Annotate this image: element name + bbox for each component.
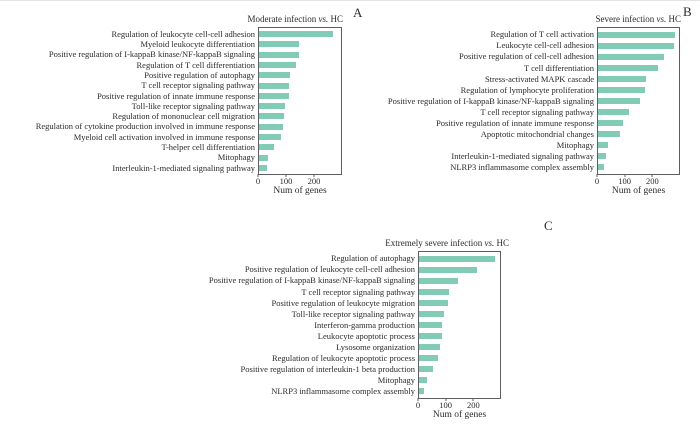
category-label: Positive regulation of innate immune response xyxy=(436,117,594,128)
bar-row xyxy=(458,51,679,62)
category-label: Toll-like receptor signaling pathway xyxy=(131,100,255,111)
x-tick-label: 200 xyxy=(645,176,659,186)
bar xyxy=(598,65,658,71)
category-label: Positive regulation of interleukin-1 beta production xyxy=(240,364,415,375)
category-label: Positive regulation of I-kappaB kinase/NF-kappaB signaling xyxy=(387,95,594,106)
category-label: T cell receptor signaling pathway xyxy=(141,80,255,91)
bar xyxy=(598,76,646,82)
bar xyxy=(598,109,629,115)
category-label: Leukocyte cell-cell adhesion xyxy=(496,40,594,51)
category-label: Stress-activated MAPK cascade xyxy=(484,73,594,84)
category-label: Regulation of leukocyte cell-cell adhesion xyxy=(111,28,255,39)
x-axis xyxy=(255,174,342,200)
x-tick-label: 100 xyxy=(618,176,632,186)
bar xyxy=(259,165,267,171)
bar-rows xyxy=(208,252,500,398)
x-tick-label: 100 xyxy=(439,400,453,410)
bar-rows xyxy=(35,28,341,174)
category-label: Toll-like receptor signaling pathway xyxy=(291,308,415,319)
bar xyxy=(419,289,449,295)
bar xyxy=(598,54,664,60)
bar-row xyxy=(271,386,500,397)
chart-title: Moderate infection vs. HC xyxy=(247,14,343,24)
bar-row xyxy=(480,128,679,140)
bar xyxy=(419,355,438,361)
bar-row xyxy=(450,162,679,173)
bar xyxy=(419,366,433,372)
x-tick-label: 200 xyxy=(466,400,480,410)
bar-row xyxy=(35,121,341,132)
bar xyxy=(598,43,674,49)
bar-row xyxy=(314,319,500,330)
bar-row xyxy=(217,152,341,163)
bar xyxy=(598,32,675,38)
bar-row xyxy=(112,111,341,122)
bar xyxy=(259,113,284,119)
bar xyxy=(419,311,444,317)
bar-row xyxy=(377,375,500,386)
x-axis-label: Num of genes xyxy=(432,410,487,420)
bar-row xyxy=(496,40,679,51)
bar-row xyxy=(141,80,341,91)
bar-row xyxy=(556,140,679,151)
category-label: Interferon-gamma production xyxy=(314,319,415,330)
bar-row xyxy=(144,70,341,81)
category-label: Myeloid cell activation involved in immune response xyxy=(73,131,255,142)
x-axis xyxy=(415,398,501,424)
category-label: Leukocyte apoptotic process xyxy=(317,330,415,341)
bar xyxy=(598,87,645,93)
bar-row xyxy=(317,330,500,342)
category-label: Interleukin-1-mediated signaling pathway xyxy=(112,162,255,173)
bar xyxy=(419,300,448,306)
panel-label-c: C xyxy=(544,218,553,233)
bar-row xyxy=(136,59,341,70)
bar xyxy=(419,388,424,394)
bar xyxy=(419,278,458,284)
bar xyxy=(598,120,623,126)
x-axis-label: Num of genes xyxy=(273,186,327,196)
bar-row xyxy=(451,151,679,162)
bar-row xyxy=(131,100,341,111)
bar xyxy=(259,72,290,78)
bar-row xyxy=(336,341,500,353)
category-label: Regulation of leukocyte apoptotic process xyxy=(271,352,415,363)
category-label: Regulation of T cell activation xyxy=(490,29,594,40)
bar-row xyxy=(208,275,500,286)
category-label: Mitophagy xyxy=(217,152,255,163)
bar-row xyxy=(161,141,341,152)
x-tick-label: 0 xyxy=(594,176,600,186)
chart-panel-moderate-infection xyxy=(35,14,343,196)
x-tick-label: 0 xyxy=(255,176,261,186)
category-label: T-helper cell differentiation xyxy=(161,141,255,152)
bar-row xyxy=(112,162,341,173)
category-label: Regulation of lymphocyte proliferation xyxy=(460,84,594,95)
bar-row xyxy=(387,95,679,106)
x-tick-label: 200 xyxy=(307,176,321,186)
bar xyxy=(598,131,620,137)
bar xyxy=(419,377,427,383)
bar-row xyxy=(244,264,500,275)
bar xyxy=(419,322,442,328)
bar-row xyxy=(111,28,341,39)
category-label: Lysosome organization xyxy=(336,341,415,352)
category-label: Apoptotic mitochondrial changes xyxy=(480,128,594,139)
category-label: Positive regulation of cell-cell adhesion xyxy=(458,51,594,62)
category-label: Positive regulation of I-kappaB kinase/NF-kappaB signaling xyxy=(208,275,415,286)
bar-row xyxy=(484,73,679,84)
category-label: Regulation of mononuclear cell migration xyxy=(112,111,255,122)
bar-row xyxy=(48,49,341,60)
bar-row xyxy=(460,84,679,95)
bar-row xyxy=(240,364,500,375)
chart-panel-severe-infection xyxy=(387,14,681,196)
bar xyxy=(259,155,268,161)
bar xyxy=(259,31,333,37)
category-label: Mitophagy xyxy=(556,140,594,151)
category-label: Positive regulation of innate immune response xyxy=(97,90,255,101)
x-axis xyxy=(594,174,680,200)
category-label: Interleukin-1-mediated signaling pathway xyxy=(451,151,594,162)
bar xyxy=(259,83,289,89)
bar-row xyxy=(140,39,341,50)
category-label: Regulation of T cell differentiation xyxy=(136,59,255,70)
bar xyxy=(419,333,442,339)
chart-title-vs: vs. xyxy=(656,14,667,24)
bar-row xyxy=(330,253,500,264)
bar-row xyxy=(271,352,500,364)
bar-row xyxy=(291,308,500,319)
bar xyxy=(598,142,608,148)
chart-title-vs: vs. xyxy=(484,238,495,248)
bar xyxy=(259,144,274,150)
chart-panel-extremely-severe-infection xyxy=(208,238,509,420)
category-label: Mitophagy xyxy=(377,375,415,386)
bar xyxy=(419,256,495,262)
bar xyxy=(259,41,299,47)
bar xyxy=(419,267,477,273)
category-label: Regulation of autophagy xyxy=(330,253,415,264)
category-label: Positive regulation of I-kappaB kinase/NF-kappaB signaling xyxy=(48,49,255,60)
bar xyxy=(259,124,283,130)
bar-row xyxy=(301,286,500,297)
category-label: Myeloid leukocyte differentiation xyxy=(140,39,255,50)
bar-row xyxy=(73,131,341,142)
panel-label-a: A xyxy=(353,5,363,20)
bar xyxy=(259,52,299,58)
bar xyxy=(259,103,285,109)
category-label: NLRP3 inflammasome complex assembly xyxy=(450,162,594,173)
bar xyxy=(259,62,296,68)
category-label: Regulation of cytokine production involved in immune response xyxy=(35,121,255,132)
category-label: Positive regulation of leukocyte migration xyxy=(271,297,415,308)
bar xyxy=(598,164,604,170)
bar xyxy=(598,98,640,104)
bar-row xyxy=(523,62,679,73)
category-label: Positive regulation of autophagy xyxy=(144,70,255,81)
category-label: NLRP3 inflammasome complex assembly xyxy=(271,386,415,397)
bar-row xyxy=(271,297,500,308)
x-tick-label: 0 xyxy=(415,400,421,410)
bar xyxy=(419,344,440,350)
chart-title: Severe infection vs. HC xyxy=(595,14,681,24)
panel-label-b: B xyxy=(683,4,692,19)
bar-rows xyxy=(387,28,679,174)
category-label: Positive regulation of leukocyte cell-cell adhesion xyxy=(244,264,415,275)
bar-row xyxy=(436,117,679,129)
bar xyxy=(259,134,281,140)
chart-title-vs: vs. xyxy=(318,14,329,24)
chart-title: Extremely severe infection vs. HC xyxy=(385,238,509,248)
bar-row xyxy=(490,29,679,40)
category-label: T cell receptor signaling pathway xyxy=(301,286,415,297)
bar-row xyxy=(97,90,341,101)
category-label: T cell differentiation xyxy=(523,62,594,73)
bar xyxy=(598,153,606,159)
bar xyxy=(259,93,289,99)
bar-row xyxy=(480,106,679,118)
category-label: T cell receptor signaling pathway xyxy=(480,106,594,117)
x-axis-label: Num of genes xyxy=(611,186,666,196)
x-tick-label: 100 xyxy=(279,176,293,186)
